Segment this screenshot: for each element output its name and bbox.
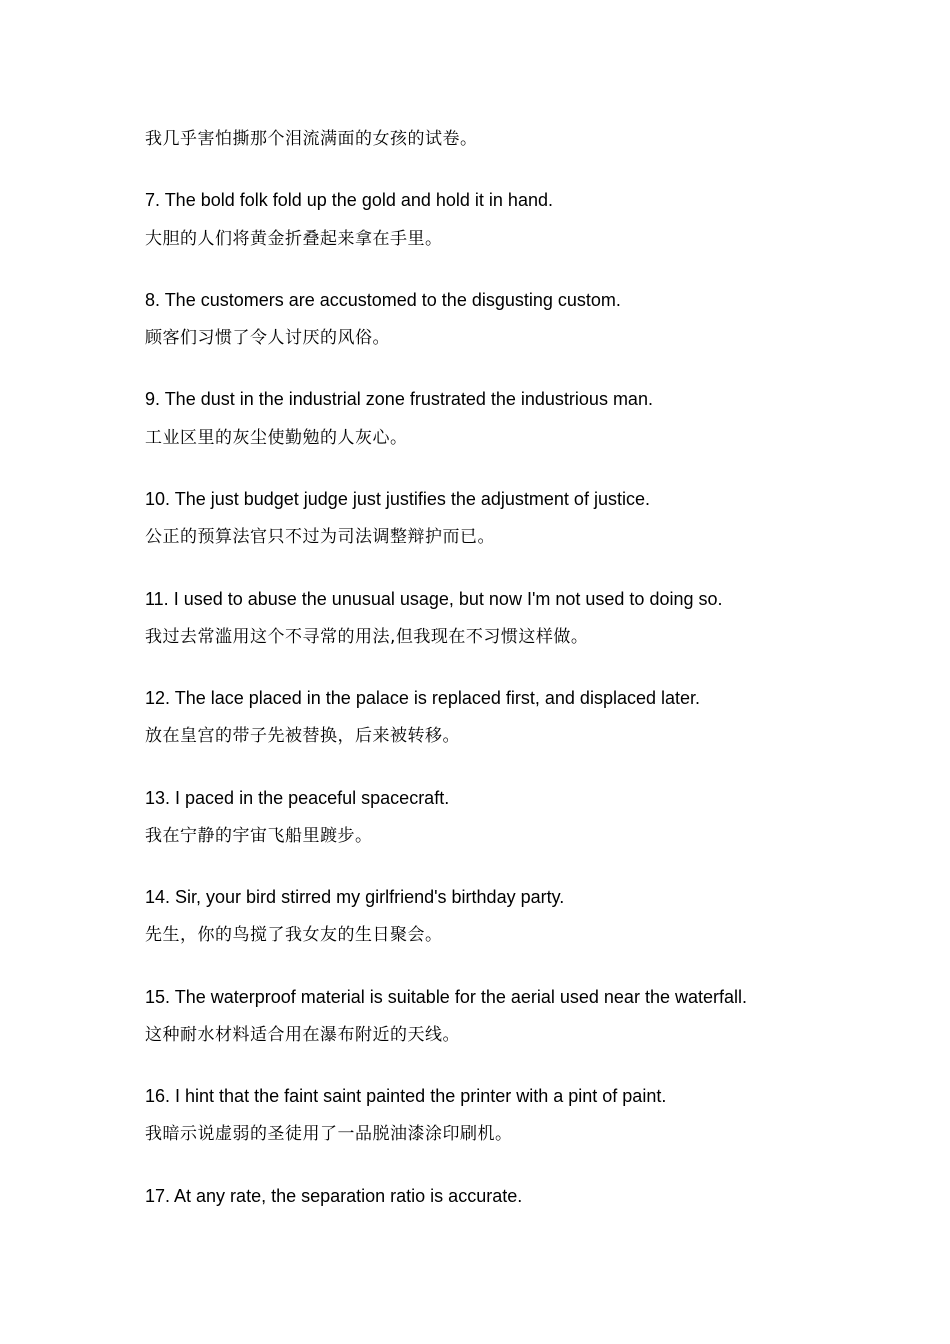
translation-line-8: 顾客们习惯了令人讨厌的风俗。 (145, 328, 390, 348)
sentence-11: 11. I used to abuse the unusual usage, but now I'm not used to doing so. (145, 589, 723, 609)
sentence-13: 13. I paced in the peaceful spacecraft. (145, 788, 450, 808)
translation-line-10: 公正的预算法官只不过为司法调整辩护而已。 (145, 527, 495, 547)
translation-line-7: 大胆的人们将黄金折叠起来拿在手里。 (145, 229, 443, 249)
translation-line-11: 我过去常滥用这个不寻常的用法,但我现在不习惯这样做。 (145, 627, 589, 647)
translation-line-6: 我几乎害怕撕那个泪流满面的女孩的试卷。 (145, 129, 478, 149)
sentence-8: 8. The customers are accustomed to the disgusting custom. (145, 290, 621, 310)
sentence-15: 15. The waterproof material is suitable for the aerial used near the waterfall. (145, 987, 747, 1007)
translation-line-9: 工业区里的灰尘使勤勉的人灰心。 (145, 428, 408, 448)
translation-line-13: 我在宁静的宇宙飞船里踱步。 (145, 826, 373, 846)
sentence-12: 12. The lace placed in the palace is replaced first, and displaced later. (145, 688, 701, 708)
sentence-14: 14. Sir, your bird stirred my girlfriend's birthday party. (145, 887, 565, 907)
sentence-7: 7. The bold folk fold up the gold and hold it in hand. (145, 190, 553, 210)
sentence-17: 17. At any rate, the separation ratio is accurate. (145, 1186, 523, 1206)
translation-line-12: 放在皇宫的带子先被替换，后来被转移。 (145, 726, 460, 746)
translation-line-16: 我暗示说虚弱的圣徒用了一品脱油漆涂印刷机。 (145, 1124, 513, 1144)
sentence-9: 9. The dust in the industrial zone frustrated the industrious man. (145, 389, 653, 409)
translation-line-15: 这种耐水材料适合用在瀑布附近的天线。 (145, 1025, 460, 1045)
sentence-16: 16. I hint that the faint saint painted the printer with a pint of paint. (145, 1086, 667, 1106)
sentence-10: 10. The just budget judge just justifies the adjustment of justice. (145, 489, 650, 509)
translation-line-14: 先生，你的鸟搅了我女友的生日聚会。 (145, 925, 443, 945)
